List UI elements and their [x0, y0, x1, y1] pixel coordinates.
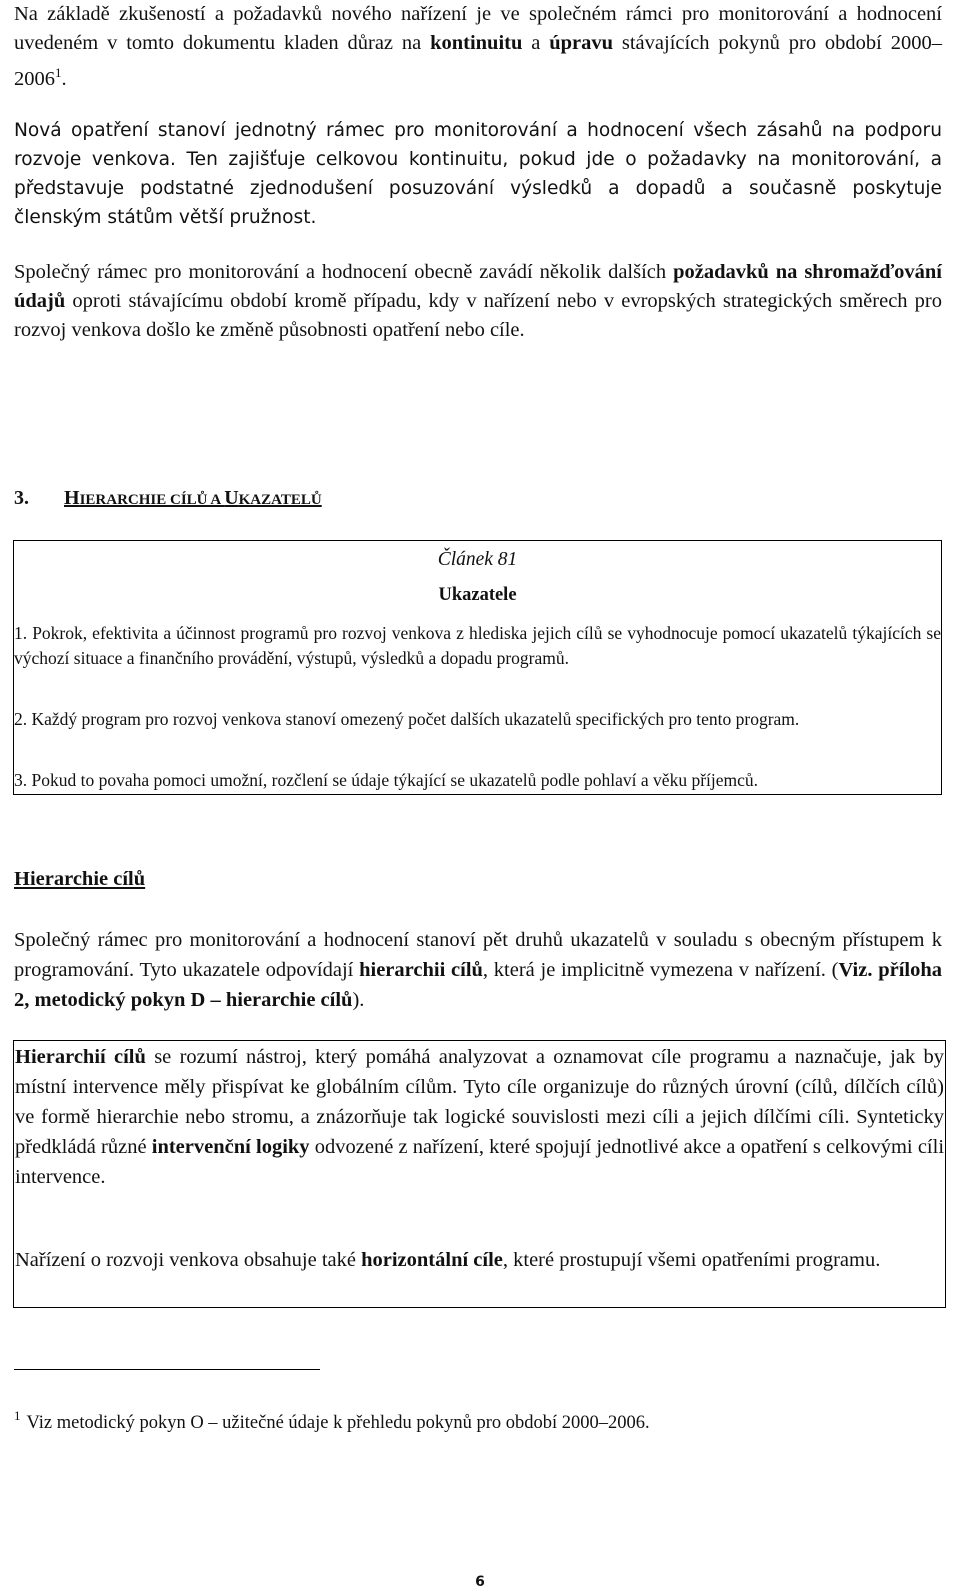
paragraph-text: se rozumí nástroj, který pomáhá analyzovat a oznamovat cíle programu a naznačuje, jak by místní intervence měly přispívat ke globálním cílům. Tyto cíle organizuje do různých úrovní (cílů, dílčích cílů) ve formě hierarchie nebo stromu, a znázorňuje tak logické souvislosti mezi cíli a jejich dílčími cíli. Synteticky předkládá různé [15, 1046, 944, 1158]
common-framework-paragraph [14, 258, 942, 345]
paragraph-text: Společný rámec pro monitorování a hodnocení obecně zavádí několik dalších [14, 261, 674, 283]
article-title: Ukazatele [438, 585, 517, 605]
hierarchy-definition-box [13, 1040, 946, 1308]
section-number: 3. [14, 487, 29, 509]
section-heading-3 [14, 487, 322, 510]
footnote-number: 1 [14, 1408, 21, 1423]
footnote-ref[interactable]: 1 [55, 65, 62, 80]
bold-term: kontinuitu [430, 32, 523, 54]
heading-small-caps: KAZATELŮ [238, 492, 322, 508]
article-clause-2: 2. Každý program pro rozvoj venkova stanoví omezený počet dalších ukazatelů specifických pro tento program. [14, 709, 800, 729]
paragraph-text: . [61, 67, 67, 90]
paragraph-text: oproti stávajícímu období kromě případu, kdy v nařízení nebo v evropských strategických směrech pro rozvoj venkova došlo ke změně působnosti opatření nebo cíle. [14, 290, 942, 341]
article-number: Článek 81 [437, 549, 518, 570]
paragraph-text: a [522, 32, 550, 54]
bold-term: požadavků na shromažďování údajů [14, 261, 942, 312]
heading-small-caps: IERARCHIE CÍLŮ A [79, 492, 225, 508]
paragraph-text: Společný rámec pro monitorování a hodnocení stanoví pět druhů ukazatelů v souladu s obecným přístupem k programování. Tyto ukazatele odpovídají [14, 929, 942, 981]
footnote [14, 1408, 650, 1434]
new-measures-paragraph [14, 116, 942, 232]
paragraph-text: stávajících pokynů pro období 2000–2006 [14, 32, 942, 90]
article-clause-1: 1. Pokrok, efektivita a účinnost programů pro rozvoj venkova z hlediska jejich cílů se vyhodnocuje pomocí ukazatelů týkajících se výchozí situace a finančního provádění, výstupů, výsledků a dopadu programů. [14, 623, 941, 668]
footnote-text: Viz metodický pokyn O – užitečné údaje k přehledu pokynů pro období 2000–2006. [26, 1413, 650, 1433]
hierarchy-definition-paragraph [15, 1042, 944, 1192]
hierarchy-heading: Hierarchie cílů [14, 868, 146, 890]
intro-paragraph [14, 0, 942, 94]
footnote-divider [14, 1369, 320, 1370]
paragraph-text: , která je implicitně vymezena v nařízení. ( [482, 959, 839, 981]
page-number: 6 [475, 1574, 485, 1590]
paragraph-text: Na základě zkušeností a požadavků nového nařízení je ve společném rámci pro monitorování a hodnocení uvedeném v tomto dokumentu kladen důraz na [14, 3, 942, 54]
bold-term: intervenční logiky [151, 1136, 310, 1158]
heading-capital: U [224, 487, 239, 509]
bold-term: úpravu [549, 32, 614, 54]
heading-capital: H [64, 487, 80, 509]
bold-term: horizontální cíle [361, 1249, 503, 1271]
article-clause-3: 3. Pokud to povaha pomoci umožní, rozčlení se údaje týkající se ukazatelů podle pohlaví a věku příjemců. [14, 770, 759, 790]
paragraph-text: , které prostupují všemi opatřeními programu. [502, 1249, 881, 1271]
paragraph-text: ). [352, 989, 365, 1011]
horizontal-objectives-paragraph [15, 1245, 944, 1275]
annex-reference: Viz. příloha 2, metodický pokyn D – hierarchie cílů [14, 959, 942, 1011]
section-heading-title [64, 487, 322, 509]
bold-term: Hierarchií cílů [15, 1046, 146, 1068]
paragraph-text: Nařízení o rozvoji venkova obsahuje také [15, 1249, 362, 1271]
paragraph-text: odvozené z nařízení, které spojují jednotlivé akce a opatření s celkovými cíli intervence. [15, 1136, 945, 1188]
paragraph-text: Nová opatření stanoví jednotný rámec pro monitorování a hodnocení všech zásahů na podporu rozvoje venkova. Ten zajišťuje celkovou kontinuitu, pokud jde o požadavky na monitorování, a představuje podstatné zjednodušení posuzování výsledků a dopadů a současně poskytuje členským státům větší pružnost. [14, 120, 942, 228]
indicator-types-paragraph [14, 925, 942, 1015]
article-81-box [13, 540, 942, 795]
bold-term: hierarchii cílů [359, 959, 483, 981]
